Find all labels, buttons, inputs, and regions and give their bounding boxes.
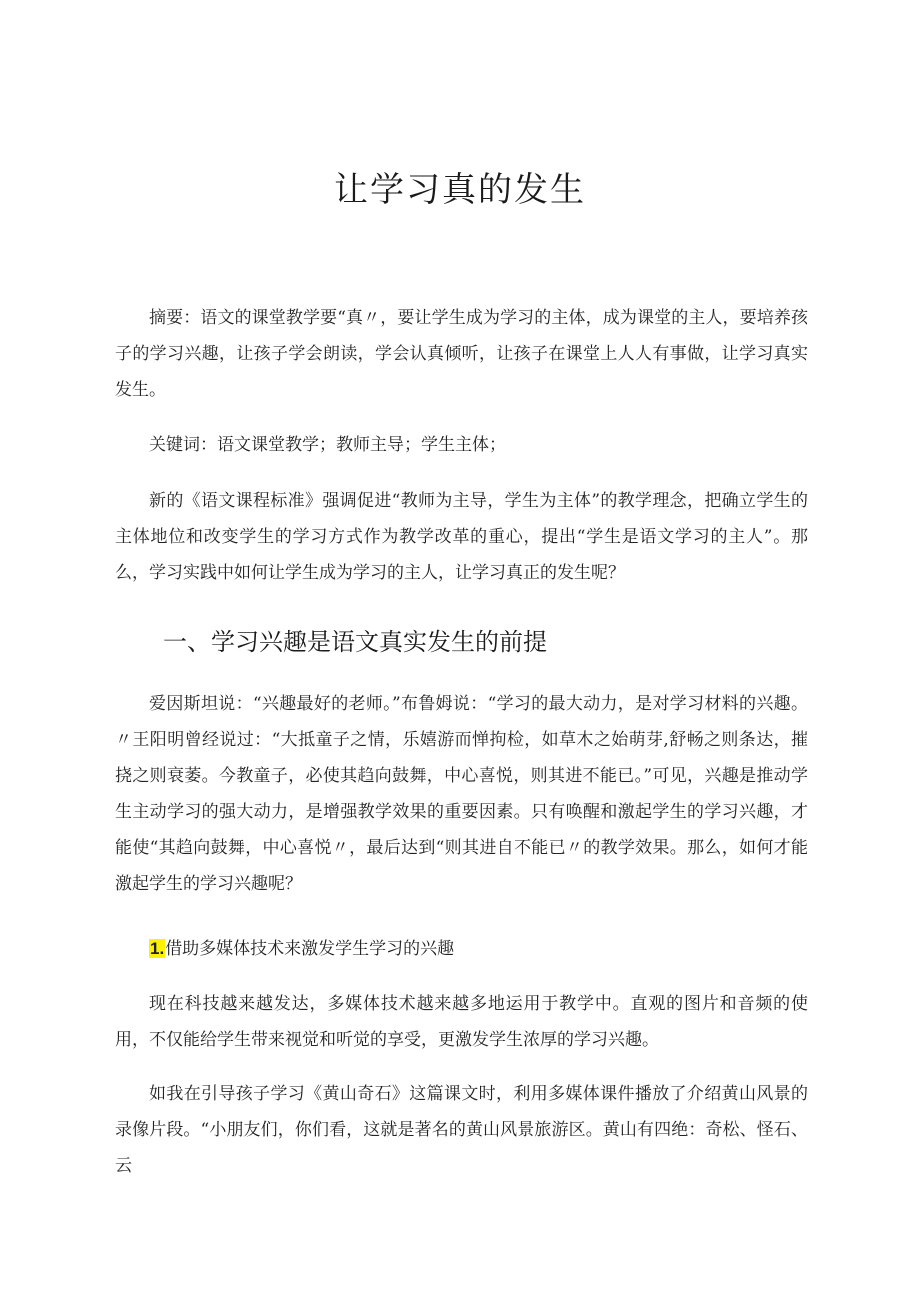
abstract-paragraph: 摘要：语文的课堂教学要“真〃，要让学生成为学习的主体，成为课堂的主人，要培养孩子的学习兴趣，让孩子学会朗读，学会认真倾听，让孩子在课堂上人人有事做，让学习真实发生。 (115, 308, 808, 400)
page-title: 让学习真的发生 (334, 170, 586, 210)
section1-paragraph: 爱因斯坦说：“兴趣最好的老师。”布鲁姆说：“学习的最大动力，是对学习材料的兴趣。〃王阳明曾经说过：“大抵童子之情，乐嬉游而惮拘检，如草木之始萌芽,舒畅之则条达，摧挠之则衰萎。今教童子，必使其趋向鼓舞，中心喜悦，则其进不能已。”可见，兴趣是推动学生主动学习的强大动力，是增强教学效果的重要因素。只有唤醒和激起学生的学习兴趣，才能使“其趋向鼓舞，中心喜悦〃，最后达到“则其进自不能已〃的教学效果。那么，如何才能激起学生的学习兴趣呢？ (115, 694, 808, 894)
section-heading-1: 一、学习兴趣是语文真实发生的前提 (163, 628, 547, 656)
subsection-number-highlight: 1. (150, 939, 165, 958)
subsection1-paragraph-1: 现在科技越来越发达，多媒体技术越来越多地运用于教学中。直观的图片和音频的使用，不仅能给学生带来视觉和听觉的享受，更激发学生浓厚的学习兴趣。 (115, 994, 808, 1050)
subsection1-paragraph-2: 如我在引导孩子学习《黄山奇石》这篇课文时，利用多媒体课件播放了介绍黄山风景的录像片段。“小朋友们，你们看，这就是著名的黄山风景旅游区。黄山有四绝：奇松、怪石、云 (115, 1084, 808, 1176)
keywords-paragraph: 关键词：语文课堂教学；教师主导；学生主体； (149, 435, 506, 455)
subsection-heading-1 (149, 934, 454, 959)
subsection-heading-text: 借助多媒体技术来激发学生学习的兴趣 (165, 939, 455, 959)
intro-paragraph: 新的《语文课程标准》强调促进“教师为主导，学生为主体”的教学理念，把确立学生的主体地位和改变学生的学习方式作为教学改革的重心，提出“学生是语文学习的主人”。那么，学习实践中如何让学生成为学习的主人，让学习真正的发生呢？ (115, 491, 808, 583)
